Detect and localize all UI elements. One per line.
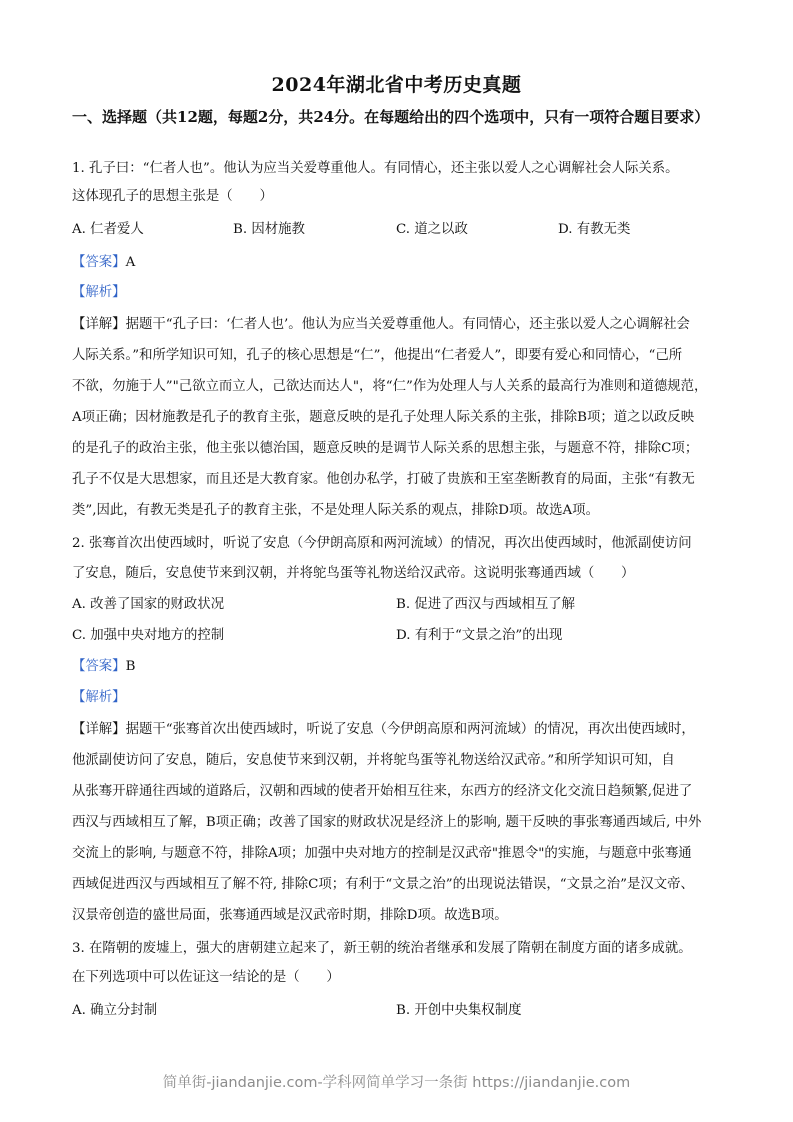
q2-answer-value: B <box>125 659 136 674</box>
q2-option-a: A. 改善了国家的财政状况 <box>72 597 225 612</box>
q1-analysis-heading <box>72 284 732 302</box>
q1-detail-line: 的是孔子的政治主张，他主张以德治国，题意反映的是调节人际关系的思想主张，与题意不符，排除C项； <box>72 441 699 456</box>
analysis-tag: 【解析】 <box>72 690 126 705</box>
q1-option-b: B. 因材施教 <box>233 222 305 237</box>
q1-detail-text: 据题干“孔子曰：‘仁者人也’。他认为应当关爱尊重他人。有同情心，还主张以爱人之心调解社会 <box>125 317 690 332</box>
q1-detail-line: 人际关系。”和所学知识可知，孔子的核心思想是“仁”，他提出“仁者爱人”，即要有爱心和同情心，“己所 <box>72 348 683 363</box>
q2-option-b: B. 促进了西汉与西域相互了解 <box>396 597 576 612</box>
detail-tag: 【详解】 <box>72 317 126 332</box>
footer-watermark: 简单街-jiandanjie.com-学科网简单学习一条街 https://jiandanjie.com <box>162 1075 631 1091</box>
q1-option-d: D. 有教无类 <box>558 222 631 237</box>
section-heading: 一、选择题（共12题，每题2分，共24分。在每题给出的四个选项中，只有一项符合题目要求） <box>72 108 710 126</box>
q2-detail-line: 他派副使访问了安息，随后，安息使节来到汉朝，并将鸵鸟蛋等礼物送给汉武帝。”和所学知识可知，自 <box>72 753 675 768</box>
q1-detail-line: 类”,因此，有教无类是孔子的教育主张，不是处理人际关系的观点，排除D项。故选A项。 <box>72 503 599 518</box>
page-title: 2024年湖北省中考历史真题 <box>271 74 522 96</box>
q2-stem-line: 了安息，随后，安息使节来到汉朝，并将鸵鸟蛋等礼物送给汉武帝。这说明张骞通西域（ ） <box>72 566 635 581</box>
q1-detail-line: 不欲，勿施于人”"己欲立而立人，己欲达而达人"，将“仁”作为处理人与人关系的最高行为准则和道德规范， <box>72 379 708 394</box>
q1-answer <box>72 254 732 272</box>
answer-tag: 【答案】 <box>72 659 126 674</box>
q1-option-a: A. 仁者爱人 <box>72 222 144 237</box>
q1-detail-line <box>72 316 732 334</box>
analysis-tag: 【解析】 <box>72 285 126 300</box>
detail-tag: 【详解】 <box>72 722 126 737</box>
q1-stem-line: 这体现孔子的思想主张是（ ） <box>72 189 273 204</box>
q1-option-c: C. 道之以政 <box>396 222 468 237</box>
q3-option-b: B. 开创中央集权制度 <box>396 1003 522 1018</box>
q1-detail-line: A项正确；因材施教是孔子的教育主张，题意反映的是孔子处理人际关系的主张，排除B项；道之以政反映 <box>72 410 695 425</box>
q2-detail-text: 据题干“张骞首次出使西域时，听说了安息（今伊朗高原和两河流域）的情况，再次出使西域时， <box>125 722 695 737</box>
q2-detail-line: 西汉与西域相互了解，B项正确；改善了国家的财政状况是经济上的影响, 题干反映的事张骞通西域后, 中外 <box>72 815 702 830</box>
q1-detail-line: 孔子不仅是大思想家，而且还是大教育家。他创办私学，打破了贵族和王室垄断教育的局面，主张“有教无 <box>72 472 695 487</box>
q1-stem-line: 1. 孔子曰：“仁者人也”。他认为应当关爱尊重他人。有同情心，还主张以爱人之心调解社会人际关系。 <box>72 161 679 176</box>
q3-stem-line: 3. 在隋朝的废墟上，强大的唐朝建立起来了，新王朝的统治者继承和发展了隋朝在制度方面的诸多成就。 <box>72 941 692 956</box>
q2-detail-line: 汉景帝创造的盛世局面，张骞通西域是汉武帝时期，排除D项。故选B项。 <box>72 908 508 923</box>
answer-tag: 【答案】 <box>72 255 126 270</box>
q2-detail-line: 从张骞开辟通往西域的道路后，汉朝和西域的使者开始相互往来，东西方的经济文化交流日趋频繁,促进了 <box>72 784 693 799</box>
q2-detail-line: 西域促进西汉与西域相互了解不符, 排除C项；有利于“文景之治”的出现说法错误，“文景之治”是汉文帝、 <box>72 877 694 892</box>
q2-stem-line: 2. 张骞首次出使西域时，听说了安息（今伊朗高原和两河流域）的情况，再次出使西域时，他派副使访问 <box>72 536 692 551</box>
q1-answer-value: A <box>125 255 136 270</box>
q2-option-c: C. 加强中央对地方的控制 <box>72 628 225 643</box>
q2-analysis-heading <box>72 689 732 707</box>
q2-answer <box>72 658 732 676</box>
q3-stem-line: 在下列选项中可以佐证这一结论的是（ ） <box>72 970 340 985</box>
q2-detail-line: 交流上的影响, 与题意不符，排除A项；加强中央对地方的控制是汉武帝"推恩令"的实施，与题意中张骞通 <box>72 846 692 861</box>
q2-option-d: D. 有利于“文景之治”的出现 <box>396 628 563 643</box>
q3-option-a: A. 确立分封制 <box>72 1003 158 1018</box>
q2-detail-line <box>72 721 732 739</box>
